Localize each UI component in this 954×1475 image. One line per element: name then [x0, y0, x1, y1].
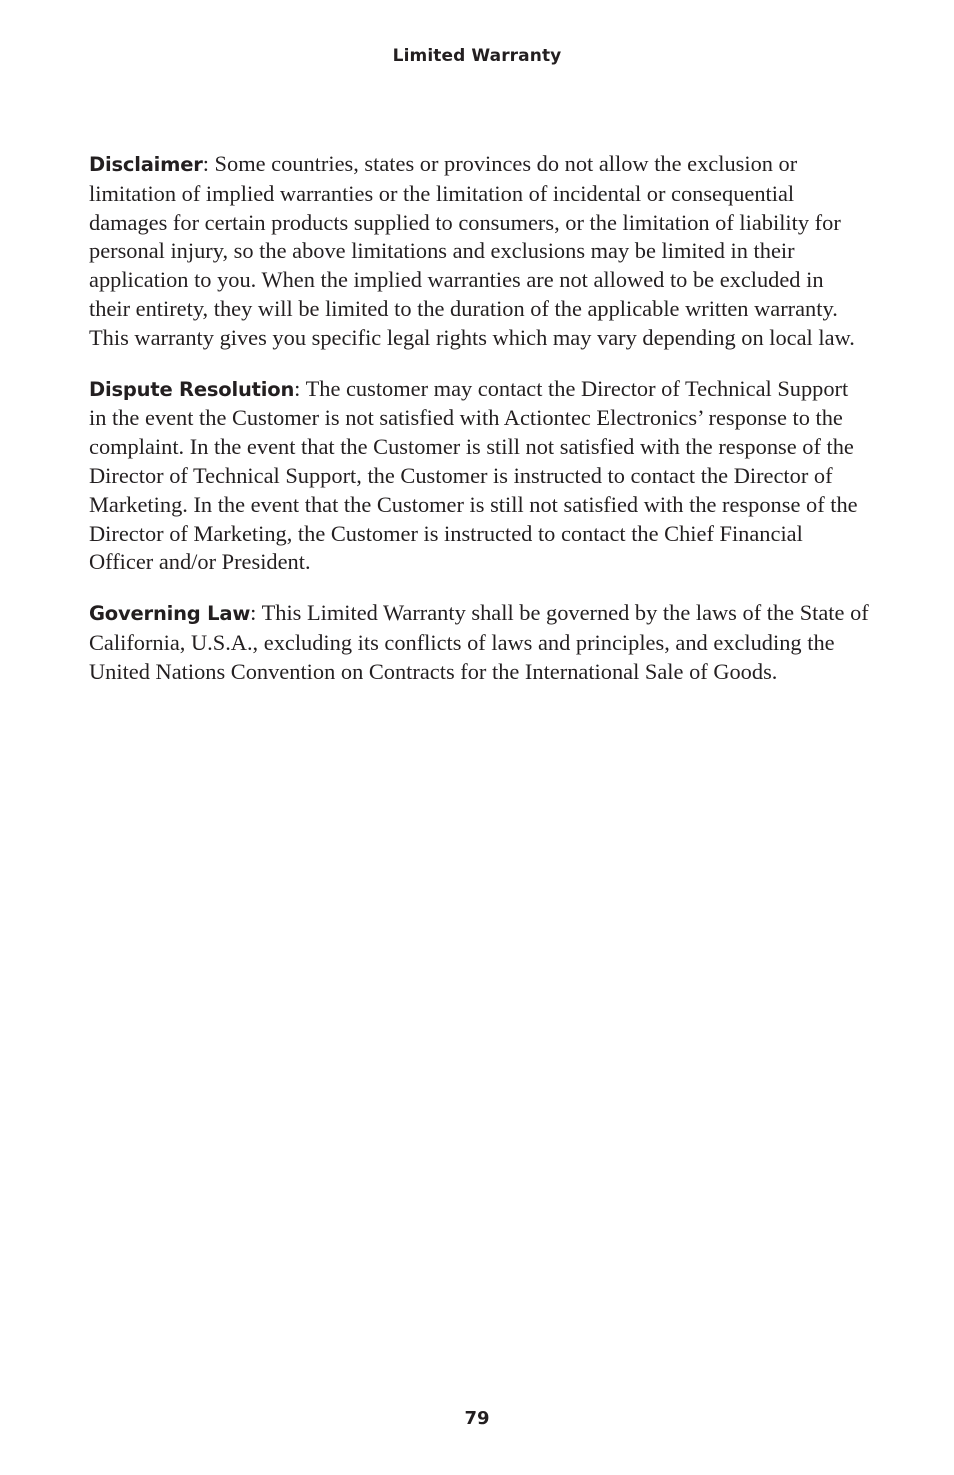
- governing-law-paragraph: [89, 599, 869, 686]
- governing-law-term: Governing Law: [89, 602, 251, 626]
- dispute-resolution-term: Dispute Resolution: [89, 377, 295, 401]
- disclaimer-text: : Some countries, states or provinces do not allow the exclusion or limitation of implied warranties or the limitation of incidental or consequential damages for certain products supplied to consumers, or the limitation of liability for personal injury, so the above limitations and exclusions may be limited in their application to you. When the implied warranties are not allowed to be excluded in their entirety, they will be limited to the duration of the applicable written warranty. This warranty gives you specific legal rights which may vary depending on local law.: [89, 151, 855, 350]
- warranty-body: [89, 150, 869, 709]
- governing-law-text: : This Limited Warranty shall be governed by the laws of the State of California, U.S.A., excluding its conflicts of laws and principles, and excluding the United Nations Convention on Contracts for the International Sale of Goods.: [89, 600, 869, 684]
- dispute-resolution-paragraph: [89, 375, 869, 578]
- disclaimer-term: Disclaimer: [89, 153, 203, 176]
- disclaimer-paragraph: [89, 150, 869, 353]
- running-header-title: Limited Warranty: [392, 46, 562, 66]
- page-number: 79: [464, 1408, 490, 1429]
- dispute-resolution-text: : The customer may contact the Director of Technical Support in the event the Customer is not satisfied with Actiontec Electronics’ response to the complaint. In the event that the Customer is still not satisfied with the response of the Director of Technical Support, the Customer is instructed to contact the Director of Marketing. In the event that the Customer is still not satisfied with the response of the Director of Marketing, the Customer is instructed to contact the Chief Financial Officer and/or President.: [89, 375, 858, 575]
